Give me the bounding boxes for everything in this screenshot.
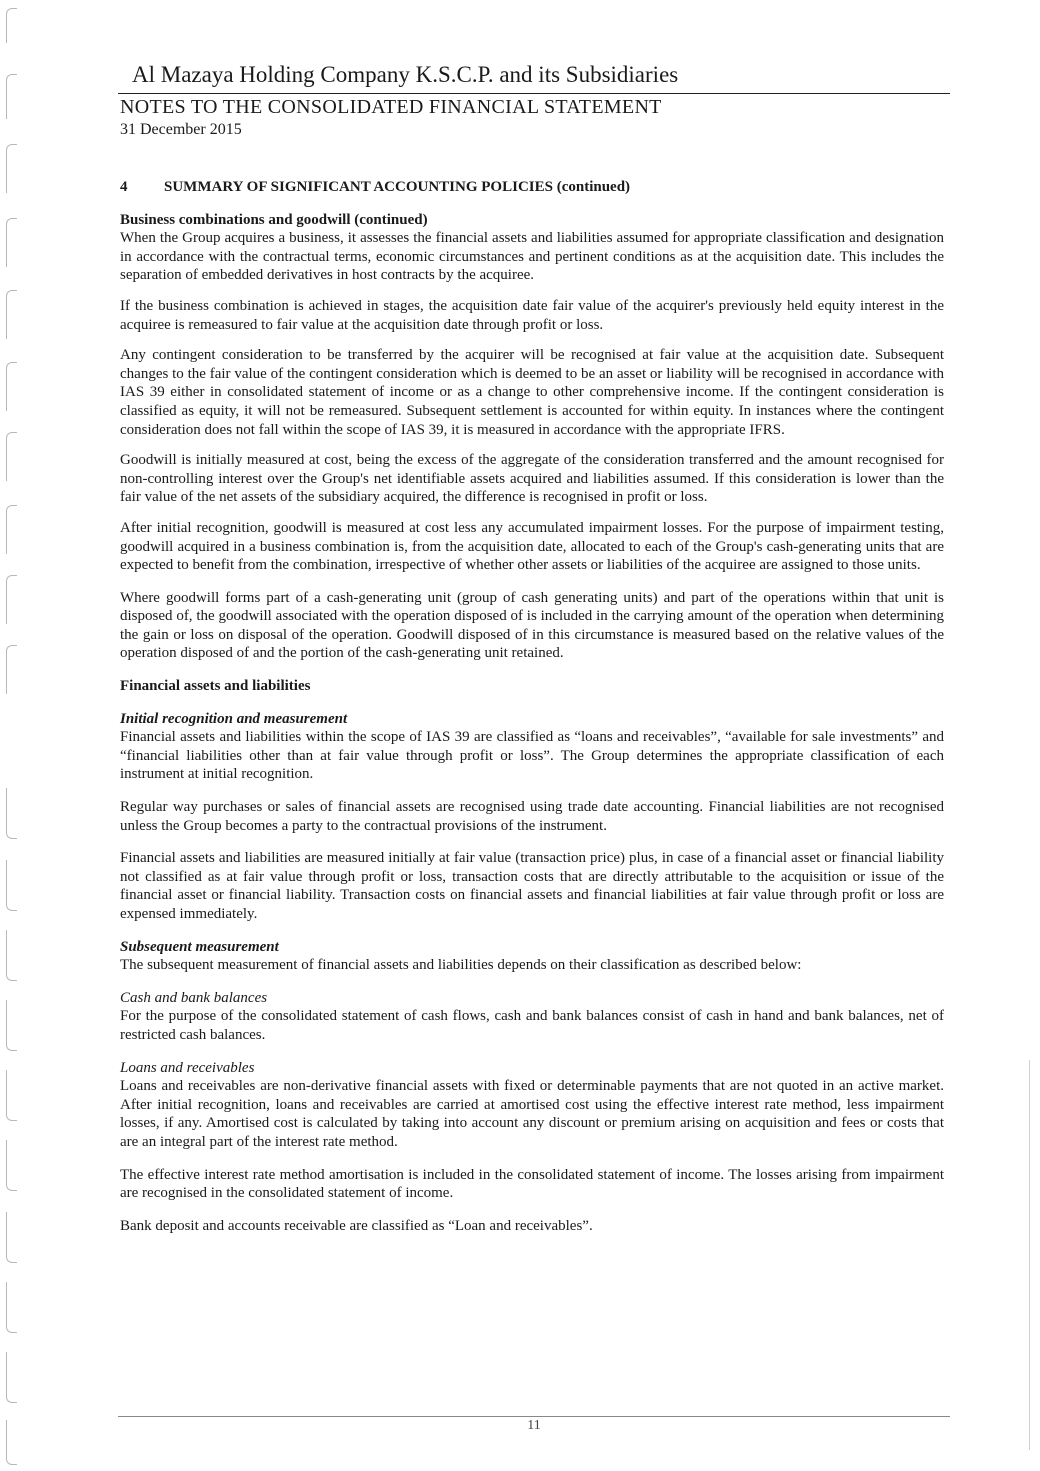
page-number: 11: [527, 1418, 541, 1433]
paragraph: Where goodwill forms part of a cash-generating unit (group of cash generating units) and part of the operations within that unit is disposed of, the goodwill associated with the operation disposed of is included in the carrying amount of the operation when determining the gain or loss on disposal of the operation. Goodwill disposed of in this circumstance is measured based on the relative values of the operation disposed of and the portion of the cash-generating unit retained.: [120, 589, 944, 662]
subsequent-measurement-heading: Subsequent measurement: [120, 938, 279, 955]
section-number: 4: [120, 179, 128, 195]
company-name: Al Mazaya Holding Company K.S.C.P. and its Subsidiaries: [132, 62, 679, 87]
paragraph: Regular way purchases or sales of financial assets are recognised using trade date accounting. Financial liabilities are not recognised unless the Group becomes a party to the contractual provisions of the instrument.: [120, 799, 944, 834]
paragraph: When the Group acquires a business, it assesses the financial assets and liabilities assumed for appropriate classification and designation in accordance with the contractual terms, economic circumstances and pertinent conditions as at the acquisition date. This includes the separation of embedded derivatives in host contracts by the acquiree.: [120, 230, 944, 284]
paragraph: Goodwill is initially measured at cost, being the excess of the aggregate of the consideration transferred and the amount recognised for non-controlling interest over the Group's net identifiable assets acquired and liabilities assumed. If this consideration is lower than the fair value of the net assets of the subsidiary acquired, the difference is recognised in profit or loss.: [120, 452, 944, 506]
paragraph: The effective interest rate method amortisation is included in the consolidated statement of income. The losses arising from impairment are recognised in the consolidated statement of income.: [120, 1166, 944, 1202]
paragraph: For the purpose of the consolidated statement of cash flows, cash and bank balances consist of cash in hand and bank balances, net of restricted cash balances.: [120, 1008, 944, 1043]
financial-assets-heading: Financial assets and liabilities: [120, 678, 311, 695]
initial-recognition-heading: Initial recognition and measurement: [120, 710, 348, 727]
scan-edge-line: [1029, 1060, 1030, 1450]
paragraph: Financial assets and liabilities within the scope of IAS 39 are classified as “loans and receivables”, “available for sale investments” and “financial liabilities other than at fair value through profit or loss”. The Group determines the appropriate classification of each instrument at initial recognition.: [120, 729, 944, 783]
statement-date: 31 December 2015: [120, 121, 242, 138]
document-body: [120, 178, 944, 1247]
paragraph: Loans and receivables are non-derivative financial assets with fixed or determinable payments that are not quoted in an active market. After initial recognition, loans and receivables are carried at amortised cost using the effective interest rate method, less impairment losses, if any. Amortised cost is calculated by taking into account any discount or premium arising on acquisition and fees or costs that are an integral part of the interest rate method.: [120, 1078, 944, 1150]
footer-rule: [118, 1416, 950, 1417]
paragraph: Any contingent consideration to be transferred by the acquirer will be recognised at fair value at the acquisition date. Subsequent changes to the fair value of the contingent consideration which is deemed to be an asset or liability will be recognised in accordance with IAS 39 either in consolidated statement of income or as a change to other comprehensive income. If the contingent consideration is classified as equity, it will not be remeasured. Subsequent settlement is accounted for within equity. In instances where the contingent consideration does not fall within the scope of IAS 39, it is measured in accordance with the appropriate IFRS.: [120, 347, 944, 438]
business-combinations-heading: Business combinations and goodwill (continued): [120, 211, 428, 228]
notes-title: NOTES TO THE CONSOLIDATED FINANCIAL STATEMENT: [120, 96, 662, 118]
paragraph: After initial recognition, goodwill is measured at cost less any accumulated impairment losses. For the purpose of impairment testing, goodwill acquired in a business combination is, from the acquisition date, allocated to each of the Group's cash-generating units that are expected to benefit from the combination, irrespective of whether other assets or liabilities of the acquiree are assigned to those units.: [120, 519, 944, 574]
paragraph: The subsequent measurement of financial assets and liabilities depends on their classification as described below:: [120, 957, 802, 974]
header-rule: [118, 93, 950, 94]
loans-receivables-heading: Loans and receivables: [120, 1059, 255, 1076]
paragraph: If the business combination is achieved in stages, the acquisition date fair value of the acquirer's previously held equity interest in the acquiree is remeasured to fair value at the acquisition date through profit or loss.: [120, 297, 944, 333]
cash-bank-heading: Cash and bank balances: [120, 989, 268, 1006]
section-heading: [120, 178, 944, 197]
section-title: SUMMARY OF SIGNIFICANT ACCOUNTING POLICIES (continued): [164, 179, 631, 195]
paragraph: Bank deposit and accounts receivable are classified as “Loan and receivables”.: [120, 1217, 593, 1234]
paragraph: Financial assets and liabilities are measured initially at fair value (transaction price) plus, in case of a financial asset or financial liability not classified as at fair value through profit or loss, transaction costs that are directly attributable to the acquisition or issue of the financial asset or financial liability. Transaction costs on financial assets and financial liabilities at fair value through profit or loss are expensed immediately.: [120, 850, 944, 922]
